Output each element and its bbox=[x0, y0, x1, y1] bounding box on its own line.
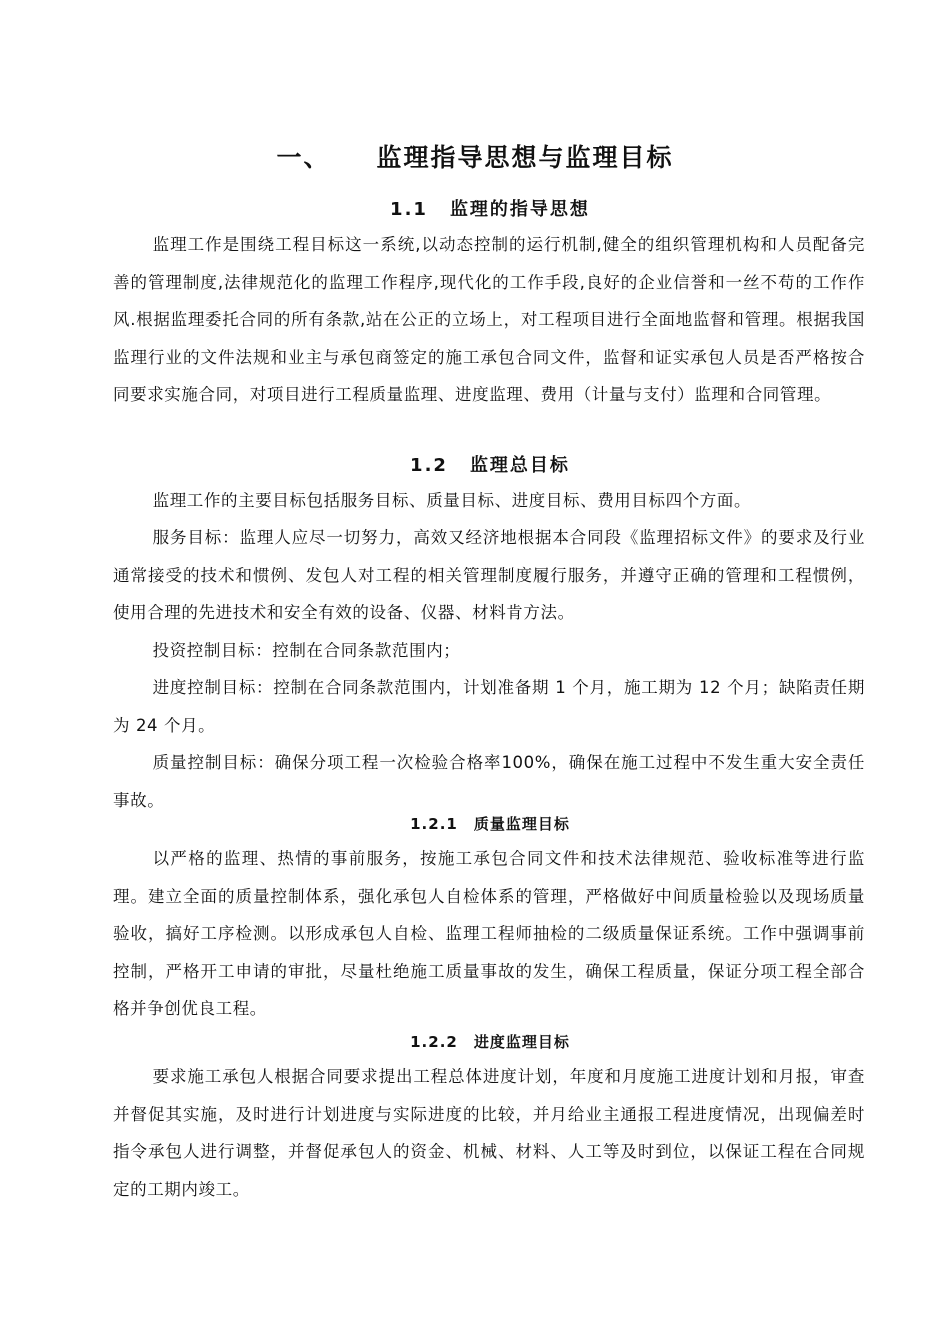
chapter-number: 一、 bbox=[276, 143, 331, 172]
section-heading-1-1 bbox=[0, 195, 950, 225]
section-heading-1-2-1 bbox=[0, 810, 950, 838]
section-title: 监理总目标 bbox=[469, 455, 570, 476]
paragraph-schedule-goal: 进度控制目标：控制在合同条款范围内，计划准备期 1 个月，施工期为 12 个月；缺陷责任期为 24 个月。 bbox=[113, 678, 865, 735]
paragraph-schedule-supervision: 要求施工承包人根据合同要求提出工程总体进度计划，年度和月度施工进度计划和月报，审查并督促其实施，及时进行计划进度与实际进度的比较，并月给业主通报工程进度情况，出现偏差时指令承包人进行调整，并督促承包人的资金、机械、材料、人工等及时到位，以保证工程在合同规定的工期内竣工。 bbox=[113, 1067, 865, 1199]
paragraph-quality-supervision: 以严格的监理、热情的事前服务，按施工承包合同文件和技术法律规范、验收标准等进行监理。建立全面的质量控制体系，强化承包人自检体系的管理，严格做好中间质量检验以及现场质量验收，搞好工序检测。以形成承包人自检、监理工程师抽检的二级质量保证系统。工作中强调事前控制，严格开工申请的审批，尽量杜绝施工质量事故的发生，确保工程质量，保证分项工程全部合格并争创优良工程。 bbox=[113, 849, 865, 1018]
chapter-title: 监理指导思想与监理目标 bbox=[376, 143, 674, 172]
section-heading-1-2-2 bbox=[0, 1028, 950, 1056]
paragraph-service-goal: 服务目标：监理人应尽一切努力，高效又经济地根据本合同段《监理招标文件》的要求及行业通常接受的技术和惯例、发包人对工程的相关管理制度履行服务，并遵守正确的管理和工程惯例，使用合理的先进技术和安全有效的设备、仪器、材料肯方法。 bbox=[113, 528, 865, 622]
section-title: 质量监理目标 bbox=[473, 815, 570, 833]
paragraph-guiding-thought: 监理工作是围绕工程目标这一系统,以动态控制的运行机制,健全的组织管理机构和人员配备完善的管理制度,法律规范化的监理工作程序,现代化的工作手段,良好的企业信誉和一丝不苟的工作作风.根据监理委托合同的所有条款,站在公正的立场上，对工程项目进行全面地监督和管理。根据我国监理行业的文件法规和业主与承包商签定的施工承包合同文件，监督和证实承包人员是否严格按合同要求实施合同，对项目进行工程质量监理、进度监理、费用（计量与支付）监理和合同管理。 bbox=[113, 235, 865, 404]
chapter-heading bbox=[0, 138, 950, 178]
section-number: 1.1 bbox=[390, 199, 428, 220]
section-title: 进度监理目标 bbox=[473, 1033, 570, 1051]
paragraph-investment-goal: 投资控制目标：控制在合同条款范围内； bbox=[152, 641, 461, 660]
section-title: 监理的指导思想 bbox=[449, 199, 590, 220]
paragraph-quality-goal: 质量控制目标：确保分项工程一次检验合格率100%，确保在施工过程中不发生重大安全责任事故。 bbox=[113, 753, 865, 810]
section-number: 1.2.1 bbox=[410, 815, 458, 833]
section-number: 1.2.2 bbox=[410, 1033, 458, 1051]
section-number: 1.2 bbox=[410, 455, 448, 476]
section-heading-1-2 bbox=[0, 451, 950, 481]
paragraph-main-goals: 监理工作的主要目标包括服务目标、质量目标、进度目标、费用目标四个方面。 bbox=[152, 491, 752, 510]
